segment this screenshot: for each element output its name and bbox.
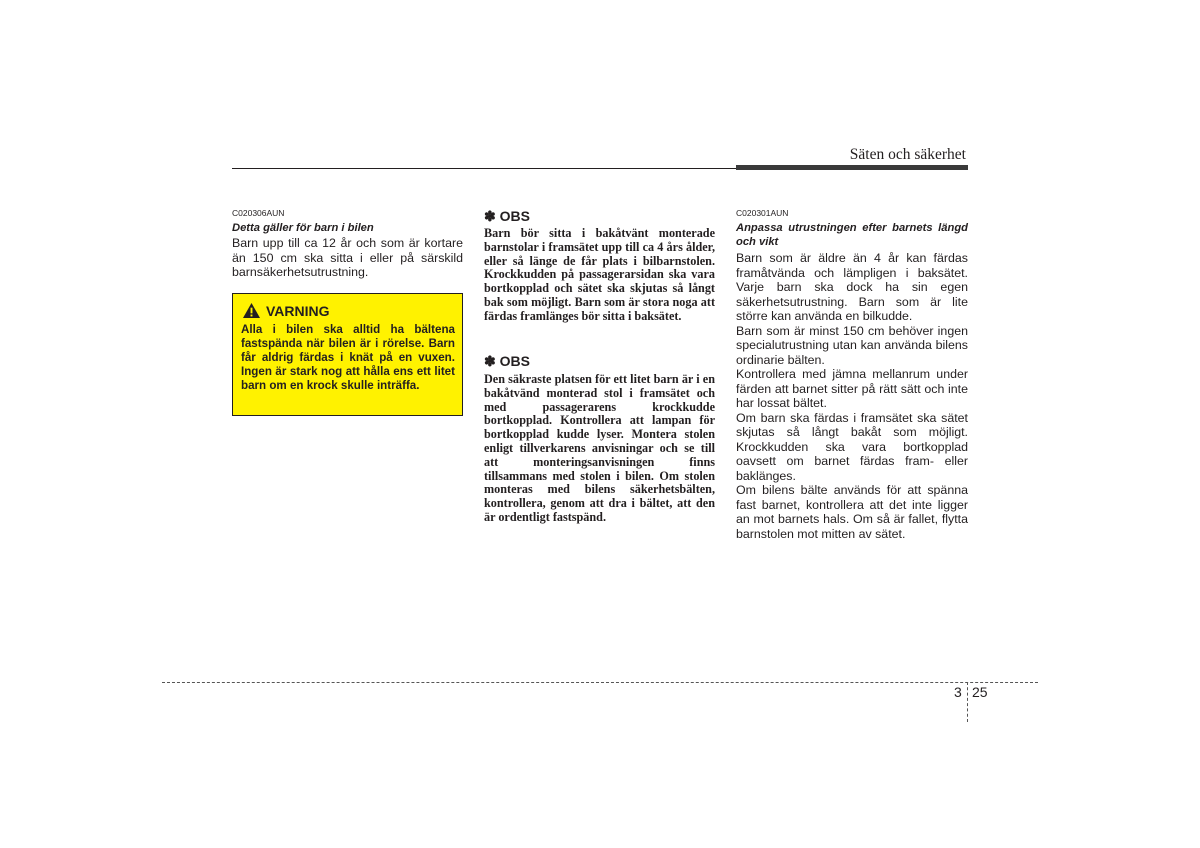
warning-box bbox=[232, 293, 463, 416]
section-code: C020301AUN bbox=[736, 208, 789, 218]
warning-triangle-icon bbox=[242, 302, 261, 319]
paragraph: Barn som är minst 150 cm behöver ingen specialutrustning utan kan använda bilens ordinarie bälten. bbox=[736, 323, 968, 367]
obs-heading: ✽ OBS bbox=[484, 208, 530, 224]
warning-text: Alla i bilen ska alltid ha bältena fastspända när bilen är i rörelse. Barn får aldrig färdas i knät på en vuxen. Ingen är stark nog att hålla ens ett litet barn om en krock skulle inträffa. bbox=[241, 323, 455, 392]
paragraph: Om bilens bälte används för att spänna fast barnet, kontrollera att det inte ligger an mot barnets hals. Om så är fallet, flytta barnstolen mot mitten av sätet. bbox=[736, 483, 968, 541]
page-number: 25 bbox=[972, 684, 988, 700]
paragraph: Barn som är äldre än 4 år kan färdas framåtvända och lämpligen i baksätet. Varje barn ska dock ha sin egen säkerhetsutrustning. Barn som är lite större kan använda en bilkudde. bbox=[736, 251, 968, 323]
footer-rule bbox=[162, 682, 1038, 683]
warning-title: VARNING bbox=[266, 302, 330, 319]
header-bar bbox=[736, 165, 968, 170]
footer-divider bbox=[967, 682, 968, 722]
warning-heading bbox=[242, 302, 330, 319]
page-header-title: Säten och säkerhet bbox=[849, 146, 966, 163]
section-subhead: Anpassa utrustningen efter barnets längd och vikt bbox=[736, 222, 968, 248]
paragraph: Om barn ska färdas i framsätet ska sätet skjutas så långt bakåt som möjligt. Krockkudden ska vara bortkopplad oavsett om barnet färdas fram- eller baklänges. bbox=[736, 410, 968, 483]
obs-text: Barn bör sitta i bakåtvänt monterade barnstolar i framsätet upp till ca 4 års ålder, eller så länge de får plats i bilbarnstolen. Krockkudden på passagerarsidan ska vara bortkopplad och sätet ska skjutas så långt bak som möjligt. Barn som är stora noga att färdas framlänges bör sitta i baksätet. bbox=[484, 226, 715, 323]
chapter-number: 3 bbox=[954, 684, 962, 700]
section-body bbox=[736, 251, 968, 541]
obs-heading: ✽ OBS bbox=[484, 353, 530, 369]
paragraph: Kontrollera med jämna mellanrum under färden att barnet sitter på rätt sätt och inte har lossat bältet. bbox=[736, 367, 968, 410]
obs-text: Den säkraste platsen för ett litet barn är i en bakåtvänd monterad stol i framsätet och med passagerarens krockkudde bortkopplad. Kontrollera att lampan för bortkopplad kudde lyser. Montera stolen enligt tillverkarens anvisningar och se till att monteringsanvisningen finns tillsammans med stolen i bilen. Om stolen monteras med bilens säkerhetsbälten, kontrollera, genom att dra i bältet, att den är ordentligt fastspänd. bbox=[484, 372, 715, 524]
section-body: Barn upp till ca 12 år och som är kortare än 150 cm ska sitta i eller på särskild barnsäkerhetsutrustning. bbox=[232, 236, 463, 279]
section-code: C020306AUN bbox=[232, 208, 285, 218]
section-subhead: Detta gäller för barn i bilen bbox=[232, 222, 374, 234]
